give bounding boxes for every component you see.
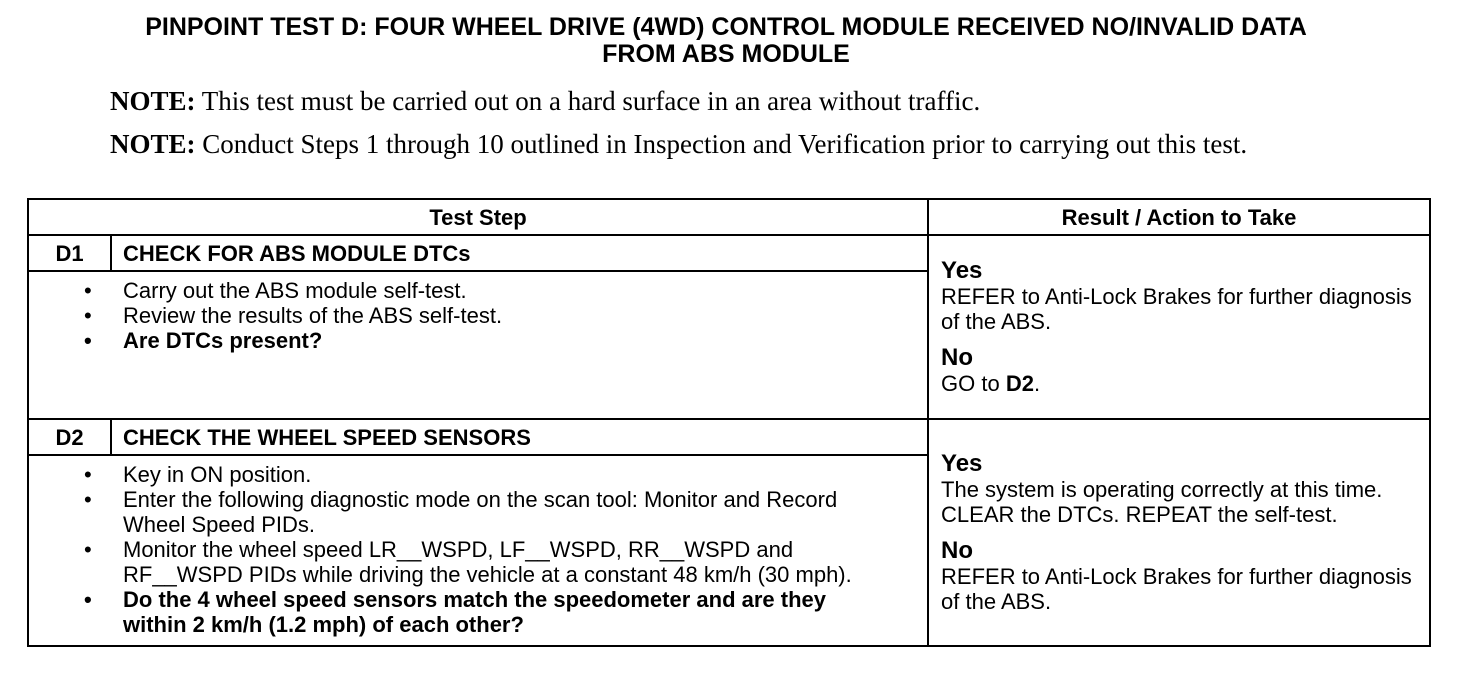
pinpoint-test-table [27, 198, 1431, 647]
step-d1-heading-row [28, 235, 1430, 271]
note-text: Conduct Steps 1 through 10 outlined in Inspection and Verification prior to carrying out this test. [195, 129, 1248, 159]
note-conduct-steps [110, 129, 1330, 160]
list-item-question: • Are DTCs present? [123, 328, 887, 353]
instruction-list [29, 272, 927, 361]
yes-action: The system is operating correctly at this time. CLEAR the DTCs. REPEAT the self-test. [941, 477, 1383, 527]
step-d2-instructions [28, 455, 928, 646]
list-item: • Review the results of the ABS self-test. [123, 303, 887, 328]
yes-label: Yes [941, 257, 983, 284]
step-heading: CHECK THE WHEEL SPEED SENSORS [111, 419, 928, 455]
step-id: D2 [28, 419, 111, 455]
instruction-list [29, 456, 927, 645]
header-test-step: Test Step [28, 199, 928, 235]
step-d2-heading-row [28, 419, 1430, 455]
step-d1-instructions [28, 271, 928, 419]
table-header-row [28, 199, 1430, 235]
no-label: No [941, 537, 974, 564]
step-heading: CHECK FOR ABS MODULE DTCs [111, 235, 928, 271]
title-line-2: FROM ABS MODULE [602, 40, 850, 68]
no-action-suffix: . [1033, 371, 1041, 396]
title-line-1: PINPOINT TEST D: FOUR WHEEL DRIVE (4WD) CONTROL MODULE RECEIVED NO/INVALID DATA [145, 13, 1307, 41]
note-hard-surface [110, 86, 1330, 117]
list-item: • Key in ON position. [123, 462, 887, 487]
header-result-action: Result / Action to Take [928, 199, 1430, 235]
list-item-question: • Do the 4 wheel speed sensors match the speedometer and are they within 2 km/h (1.2 mph) of each other? [123, 587, 887, 637]
go-to-step-link: D2 [1005, 371, 1034, 396]
list-item: • Enter the following diagnostic mode on the scan tool: Monitor and Record Wheel Speed PIDs. [123, 487, 887, 537]
note-label: NOTE: [110, 129, 196, 159]
pinpoint-test-title [20, 14, 1432, 68]
no-action-prefix: GO to [941, 371, 1006, 396]
no-action [941, 371, 1429, 396]
list-item: • Carry out the ABS module self-test. [123, 278, 887, 303]
step-d1-result-cell [928, 235, 1430, 419]
no-action: REFER to Anti-Lock Brakes for further diagnosis of the ABS. [941, 564, 1412, 614]
note-label: NOTE: [110, 86, 196, 116]
yes-label: Yes [941, 450, 983, 477]
step-d2-result-cell [928, 419, 1430, 646]
step-id: D1 [28, 235, 111, 271]
list-item: • Monitor the wheel speed LR__WSPD, LF__WSPD, RR__WSPD and RF__WSPD PIDs while driving the vehicle at a constant 48 km/h (30 mph). [123, 537, 887, 587]
yes-action: REFER to Anti-Lock Brakes for further diagnosis of the ABS. [941, 284, 1412, 334]
note-text: This test must be carried out on a hard surface in an area without traffic. [195, 86, 981, 116]
no-label: No [941, 344, 974, 371]
